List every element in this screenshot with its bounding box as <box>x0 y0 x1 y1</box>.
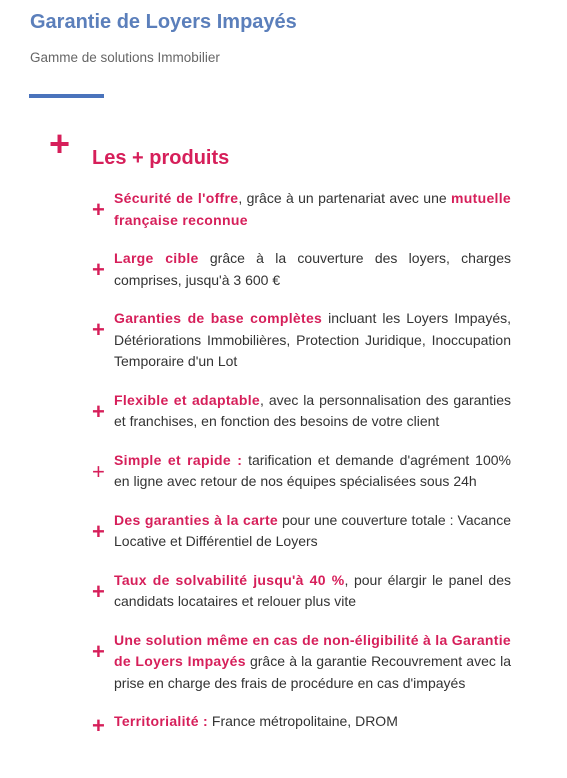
highlight: Flexible et adaptable <box>114 391 261 408</box>
highlight: Des garanties à la carte <box>114 511 278 528</box>
list-item-text <box>114 630 511 695</box>
section-title: Les + produits <box>92 147 230 169</box>
benefits-list <box>92 188 511 750</box>
plus-bullet-icon: + <box>92 398 105 424</box>
body-text: , pour élargir le panel des candidats locataires et relouer plus vite <box>114 571 511 609</box>
body-text: pour une couverture totale : Vacance Locative et Différentiel de Loyers <box>114 511 511 549</box>
list-item <box>92 308 511 373</box>
plus-bullet-icon: + <box>92 197 105 222</box>
highlight: Sécurité de l'offre <box>114 190 239 206</box>
list-item-text <box>114 390 511 433</box>
highlight: Simple et rapide : <box>114 451 243 468</box>
list-item <box>92 510 511 553</box>
highlight: mutuelle française reconnue <box>114 190 511 228</box>
highlight: Taux de solvabilité jusqu'à 40 % <box>114 571 345 588</box>
plus-bullet-icon: + <box>92 257 105 282</box>
list-item-text <box>114 570 511 613</box>
body-text: incluant les Loyers Impayés, Détériorations Immobilières, Protection Juridique, Inoccupation Temporaire d'un Lot <box>114 310 512 369</box>
title-divider <box>29 94 104 98</box>
body-text: grâce à la couverture des loyers, charges comprises, jusqu'à 3 600 € <box>114 250 511 288</box>
plus-bullet-icon: + <box>92 578 105 604</box>
plus-bullet-icon: + <box>92 458 105 484</box>
list-item-text <box>114 711 511 733</box>
body-text: tarification et demande d'agrément 100% en ligne avec retour de nos équipes spécialisées sous 24h <box>114 451 511 489</box>
plus-bullet-icon: + <box>92 638 105 664</box>
list-item-text <box>114 510 511 553</box>
list-item-text <box>114 450 511 493</box>
body-text: grâce à la garantie Recouvrement avec la prise en charge des frais de procédure en cas d'impayés <box>114 653 511 691</box>
body-text: , avec la personnalisation des garanties et franchises, en fonction des besoins de votre client <box>114 391 511 429</box>
highlight: Territorialité : <box>114 713 209 729</box>
list-item <box>92 711 511 738</box>
plus-icon: + <box>49 123 71 164</box>
plus-bullet-icon: + <box>92 518 105 544</box>
list-item-text <box>114 248 511 291</box>
list-item <box>92 450 511 493</box>
page-subtitle: Gamme de solutions Immobilier <box>30 50 220 65</box>
list-item <box>92 188 511 231</box>
page-title: Garantie de Loyers Impayés <box>30 11 297 33</box>
list-item <box>92 390 511 433</box>
highlight: Garanties de base complètes <box>114 310 323 326</box>
plus-bullet-icon: + <box>92 317 105 342</box>
plus-bullet-icon: + <box>92 713 105 738</box>
highlight: Large cible <box>114 250 199 266</box>
list-item <box>92 248 511 291</box>
list-item <box>92 630 511 695</box>
body-text: France métropolitaine, DROM <box>208 713 398 729</box>
list-item-text <box>114 188 511 231</box>
list-item-text <box>114 308 511 373</box>
body-text: , grâce à un partenariat avec une <box>238 190 452 206</box>
highlight: Une solution même en cas de non-éligibilité à la Garantie de Loyers Impayés <box>114 631 511 669</box>
list-item <box>92 570 511 613</box>
